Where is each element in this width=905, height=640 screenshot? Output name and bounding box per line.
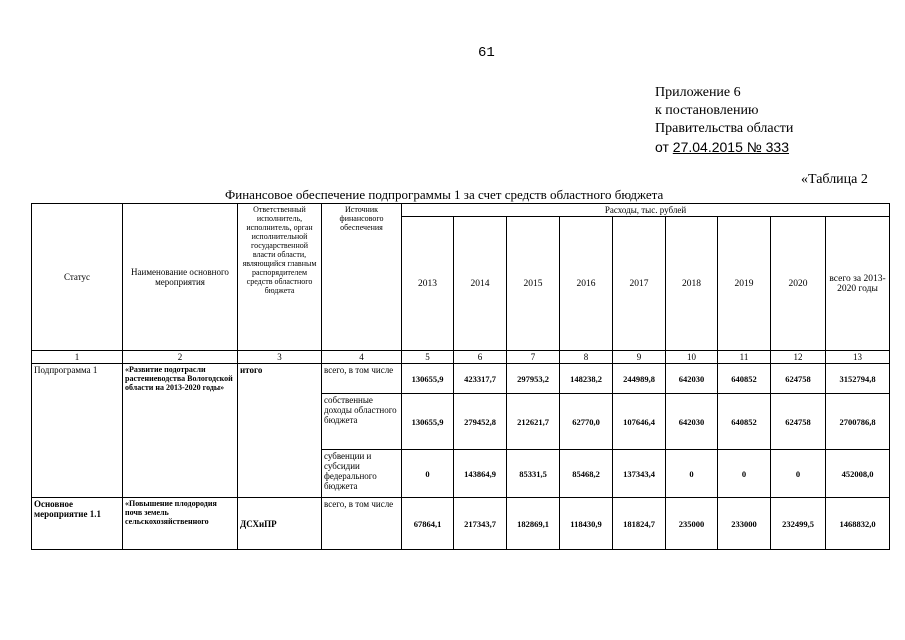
value-cell: 181824,7: [613, 498, 666, 550]
value-cell: 182869,1: [507, 498, 560, 550]
finance-table: [31, 203, 890, 550]
value-cell: 624758: [771, 364, 826, 394]
appendix-date-prefix: от: [655, 139, 669, 155]
appendix-date-line: [655, 138, 793, 156]
value-cell: 642030: [666, 364, 718, 394]
value-cell: 0: [666, 450, 718, 498]
value-cell: 62770,0: [560, 394, 613, 450]
source-cell: собственные доходы областного бюджета: [322, 394, 402, 450]
column-number-row: [32, 351, 890, 364]
table-label: «Таблица 2: [801, 172, 868, 187]
value-cell: 148238,2: [560, 364, 613, 394]
header-year-2017: 2017: [613, 217, 666, 351]
col-number: 13: [826, 351, 890, 364]
table-row: [32, 364, 890, 394]
col-number: 3: [238, 351, 322, 364]
header-name: Наименование основного мероприятия: [123, 204, 238, 351]
header-row-1: [32, 204, 890, 217]
col-number: 12: [771, 351, 826, 364]
value-cell: 107646,4: [613, 394, 666, 450]
col-number: 5: [402, 351, 454, 364]
appendix-block: [655, 84, 793, 156]
col-number: 4: [322, 351, 402, 364]
value-cell: 452008,0: [826, 450, 890, 498]
value-cell: 137343,4: [613, 450, 666, 498]
header-total: всего за 2013-2020 годы: [826, 217, 890, 351]
value-cell: 3152794,8: [826, 364, 890, 394]
value-cell: 297953,2: [507, 364, 560, 394]
value-cell: 642030: [666, 394, 718, 450]
col-number: 1: [32, 351, 123, 364]
value-cell: 143864,9: [454, 450, 507, 498]
col-number: 8: [560, 351, 613, 364]
header-year-2013: 2013: [402, 217, 454, 351]
value-cell: 233000: [718, 498, 771, 550]
value-cell: 212621,7: [507, 394, 560, 450]
value-cell: 244989,8: [613, 364, 666, 394]
source-cell: всего, в том числе: [322, 364, 402, 394]
header-expenses: Расходы, тыс. рублей: [402, 204, 890, 217]
source-cell: субвенции и субсидии федерального бюджета: [322, 450, 402, 498]
value-cell: 217343,7: [454, 498, 507, 550]
col-number: 11: [718, 351, 771, 364]
subprogram-name: «Развитие подотрасли растениеводства Вологодской области на 2013-2020 годы»: [123, 364, 238, 498]
header-year-2015: 2015: [507, 217, 560, 351]
measure-status: Основное мероприятие 1.1: [32, 498, 123, 550]
value-cell: 85468,2: [560, 450, 613, 498]
header-year-2014: 2014: [454, 217, 507, 351]
source-cell: всего, в том числе: [322, 498, 402, 550]
appendix-line-3: Правительства области: [655, 121, 794, 136]
value-cell: 279452,8: [454, 394, 507, 450]
value-cell: 0: [402, 450, 454, 498]
value-cell: 235000: [666, 498, 718, 550]
value-cell: 67864,1: [402, 498, 454, 550]
header-year-2019: 2019: [718, 217, 771, 351]
col-number: 2: [123, 351, 238, 364]
measure-name: «Повышение плодородия почв земель сельскохозяйственного: [123, 498, 238, 550]
value-cell: 640852: [718, 394, 771, 450]
header-year-2016: 2016: [560, 217, 613, 351]
col-number: 6: [454, 351, 507, 364]
value-cell: 118430,9: [560, 498, 613, 550]
appendix-line-1: Приложение 6: [655, 85, 741, 100]
value-cell: 624758: [771, 394, 826, 450]
col-number: 7: [507, 351, 560, 364]
page-number: 61: [478, 45, 495, 61]
value-cell: 2700786,8: [826, 394, 890, 450]
appendix-date-value: 27.04.2015 № 333: [672, 139, 790, 155]
table-row: [32, 498, 890, 550]
measure-responsible: ДСХиПР: [238, 498, 322, 550]
value-cell: 0: [771, 450, 826, 498]
value-cell: 130655,9: [402, 394, 454, 450]
value-cell: 130655,9: [402, 364, 454, 394]
header-responsible: Ответственный исполнитель, исполнитель, орган исполнительной государственной власти области, являющийся главным распорядителем средств областного бюджета: [238, 204, 322, 351]
header-year-2020: 2020: [771, 217, 826, 351]
col-number: 9: [613, 351, 666, 364]
value-cell: 232499,5: [771, 498, 826, 550]
appendix-line-2: к постановлению: [655, 103, 759, 118]
header-source: Источник финансового обеспечения: [322, 204, 402, 351]
col-number: 10: [666, 351, 718, 364]
document-title: Финансовое обеспечение подпрограммы 1 за счет средств областного бюджета: [225, 187, 664, 202]
value-cell: 0: [718, 450, 771, 498]
value-cell: 85331,5: [507, 450, 560, 498]
header-year-2018: 2018: [666, 217, 718, 351]
value-cell: 640852: [718, 364, 771, 394]
subprogram-responsible: итого: [238, 364, 322, 498]
value-cell: 423317,7: [454, 364, 507, 394]
subprogram-status: Подпрограмма 1: [32, 364, 123, 498]
header-status: Статус: [32, 204, 123, 351]
value-cell: 1468832,0: [826, 498, 890, 550]
